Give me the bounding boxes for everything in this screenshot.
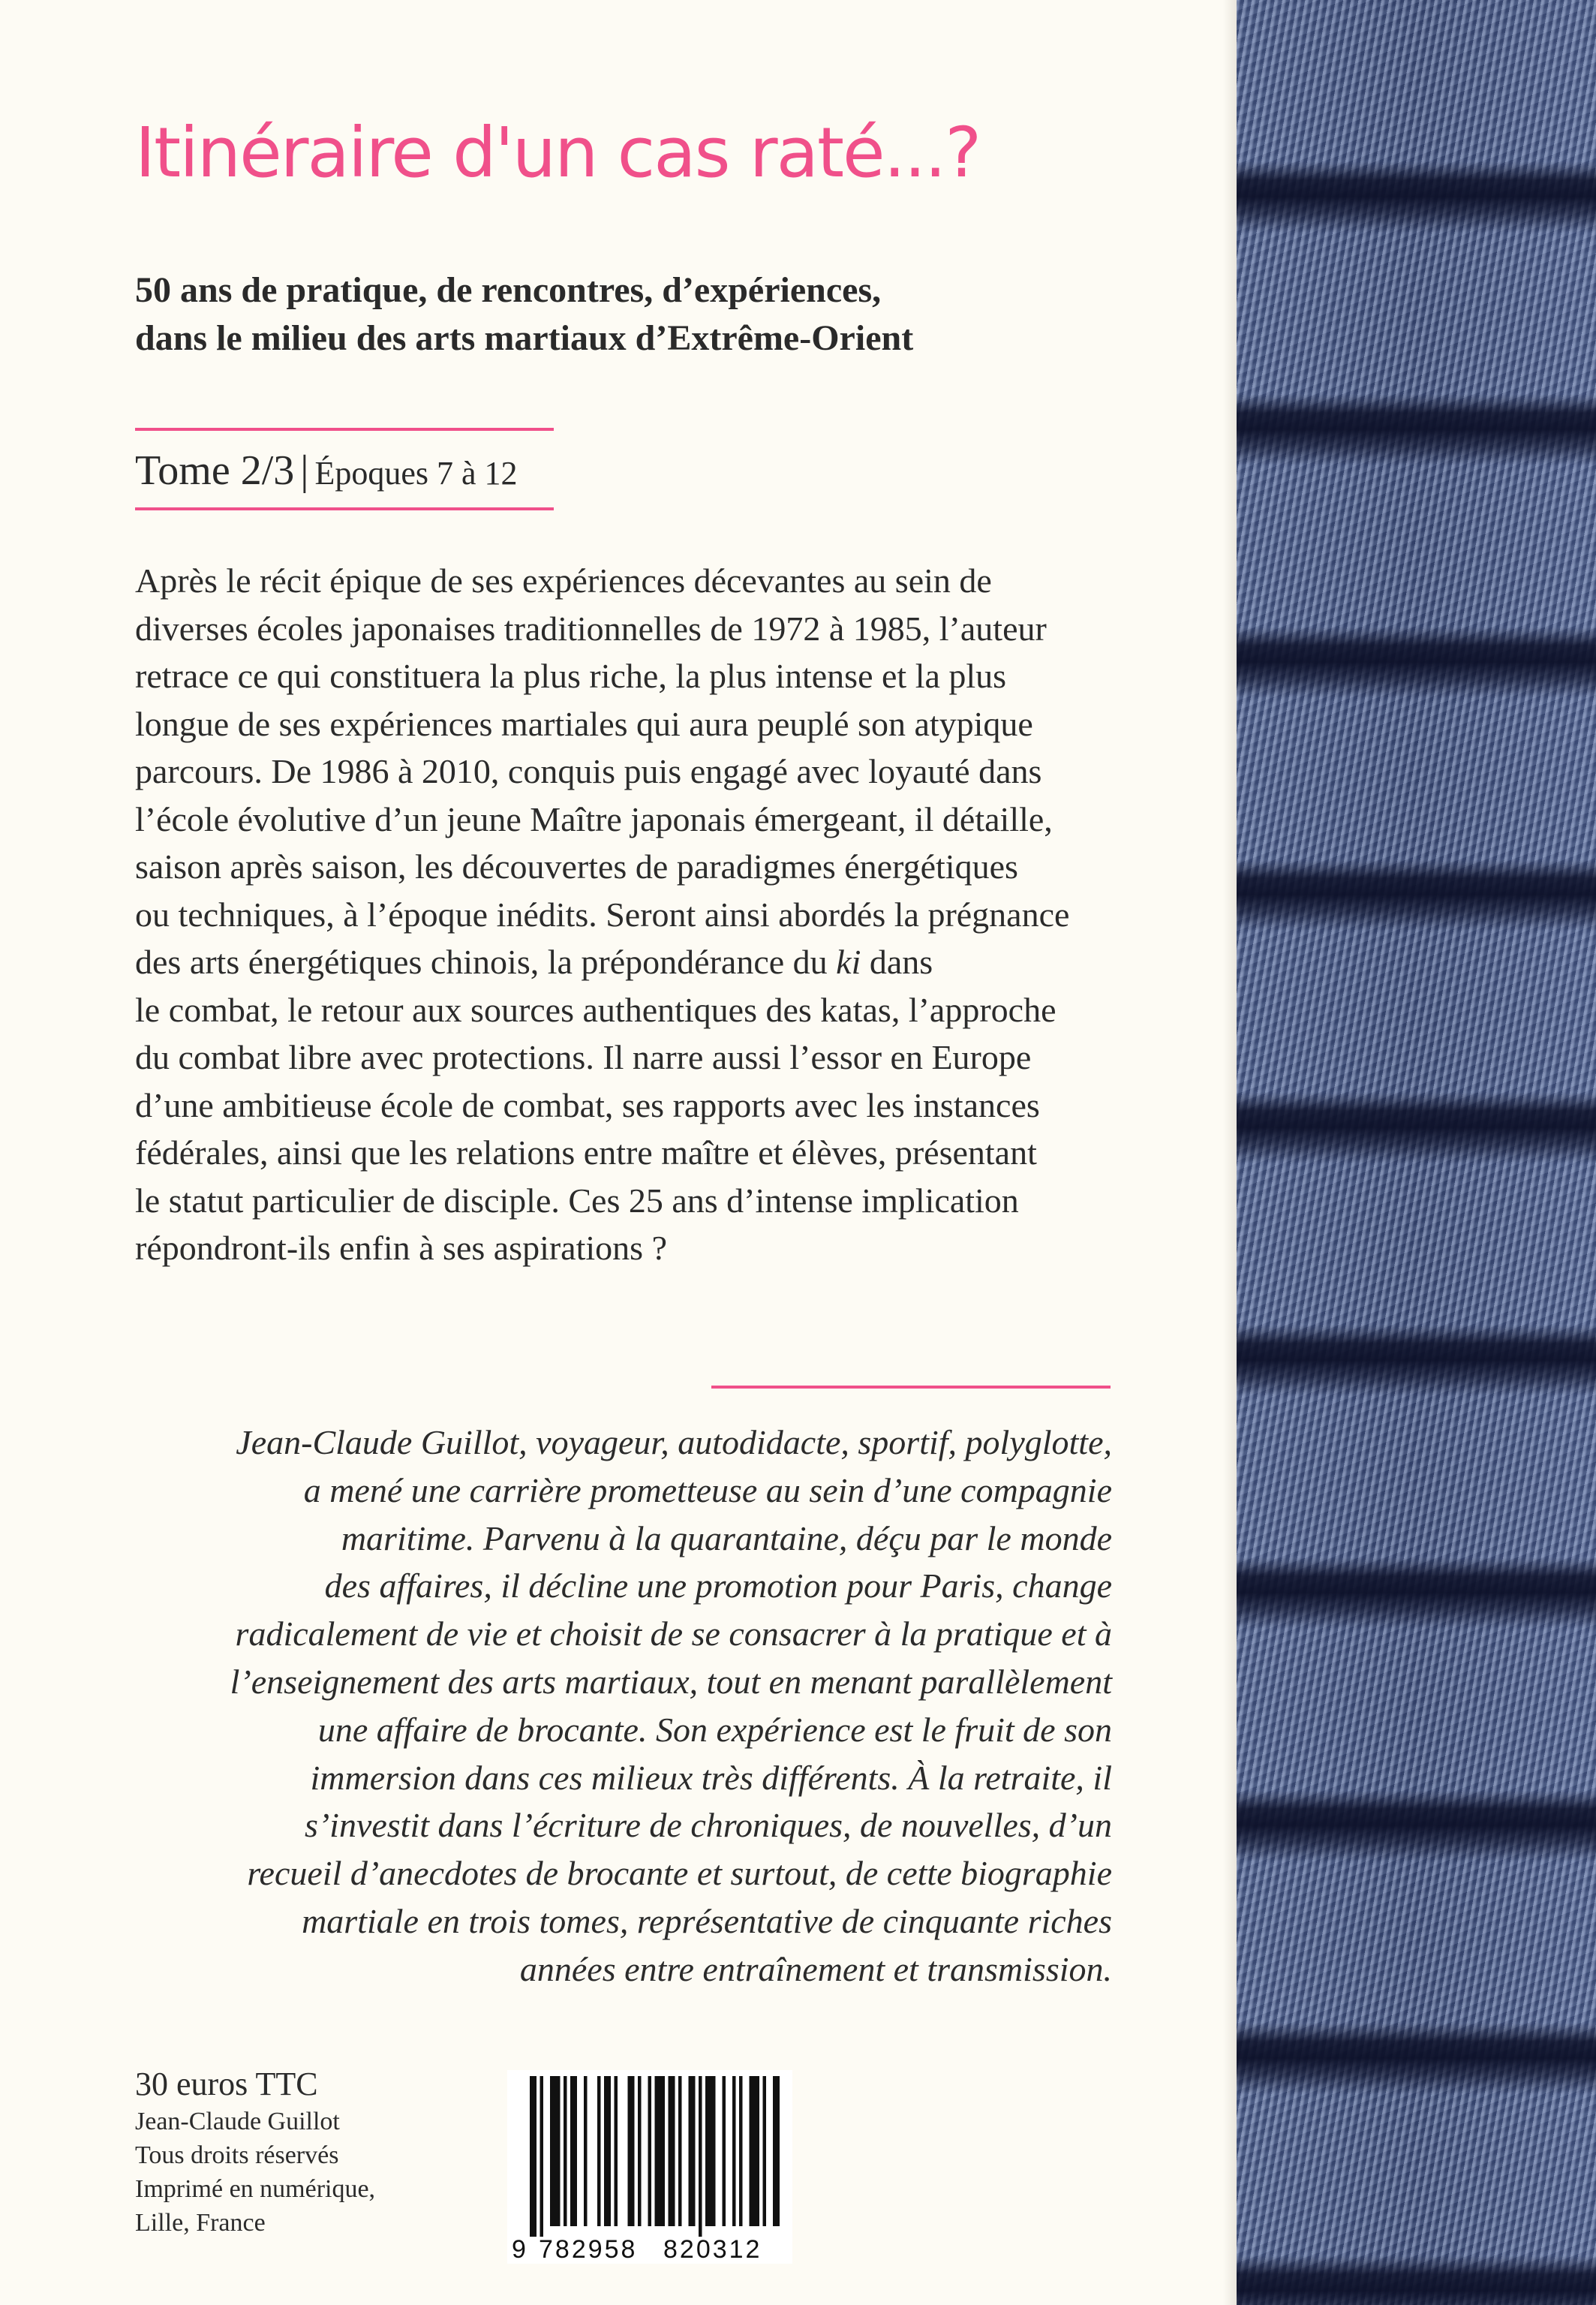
tome-label xyxy=(135,447,518,495)
bio-line: a mené une carrière prometteuse au sein d’une compagnie xyxy=(303,1470,1112,1509)
barcode-bar xyxy=(550,2076,561,2226)
barcode-bar xyxy=(678,2076,682,2226)
bio-line: maritime. Parvenu à la quarantaine, déçu par le monde xyxy=(341,1518,1112,1557)
colophon xyxy=(135,2064,375,2240)
barcode-bars xyxy=(507,2070,792,2264)
subtitle-line-1: 50 ans de pratique, de rencontres, d’expériences, xyxy=(135,270,882,310)
summary-text: dans xyxy=(861,943,933,981)
barcode-bar xyxy=(530,2076,537,2237)
colophon-line: Lille, France xyxy=(135,2209,266,2237)
barcode-bar xyxy=(597,2076,601,2226)
price: 30 euros TTC xyxy=(135,2066,318,2102)
summary-line: parcours. De 1986 à 2010, conquis puis engagé avec loyauté dans xyxy=(135,752,1042,790)
barcode-bar xyxy=(732,2076,736,2226)
bio-line: immersion dans ces milieux très différents. À la retraite, il xyxy=(310,1758,1112,1797)
summary-line: le statut particulier de disciple. Ces 25 ans d’intense implication xyxy=(135,1181,1019,1220)
summary-line: répondront-ils enfin à ses aspirations ? xyxy=(135,1229,667,1267)
barcode-bar xyxy=(615,2076,618,2226)
summary-text: des arts énergétiques chinois, la prépondérance du xyxy=(135,943,837,981)
denim-texture-panel xyxy=(1237,0,1596,2305)
barcode-bar xyxy=(570,2076,577,2226)
colophon-line: Jean-Claude Guillot xyxy=(135,2108,340,2135)
pink-divider-bio xyxy=(711,1386,1111,1389)
colophon-line: Imprimé en numérique, xyxy=(135,2175,376,2203)
isbn-barcode xyxy=(507,2070,792,2264)
barcode-group-2: 820312 xyxy=(663,2235,762,2264)
barcode-bar xyxy=(763,2076,767,2226)
barcode-bar xyxy=(540,2076,544,2237)
summary-line: le combat, le retour aux sources authentiques des katas, l’approche xyxy=(135,990,1056,1029)
barcode-bar xyxy=(655,2076,666,2226)
barcode-bar xyxy=(773,2076,780,2226)
summary-line: fédérales, ainsi que les relations entre maître et élèves, présentant xyxy=(135,1133,1037,1172)
summary-line: Après le récit épique de ses expériences décevantes au sein de xyxy=(135,561,992,600)
summary-line: l’école évolutive d’un jeune Maître japonais émergeant, il détaille, xyxy=(135,799,1053,838)
subtitle-line-2: dans le milieu des arts martiaux d’Extrême-Orient xyxy=(135,318,914,358)
barcode-bar xyxy=(705,2076,716,2226)
summary-line: saison après saison, les découvertes de paradigmes énergétiques xyxy=(135,847,1018,886)
bio-line: années entre entraînement et transmission. xyxy=(519,1949,1112,1988)
bio-line: radicalement de vie et choisit de se consacrer à la pratique et à xyxy=(235,1614,1112,1654)
summary-line: diverses écoles japonaises traditionnelles de 1972 à 1985, l’auteur xyxy=(135,609,1047,648)
barcode-bar xyxy=(564,2076,567,2226)
book-summary xyxy=(135,557,1141,1272)
barcode-bar xyxy=(669,2076,675,2226)
barcode-bar xyxy=(638,2076,642,2226)
summary-line: ou techniques, à l’époque inédits. Seront ainsi abordés la prégnance xyxy=(135,895,1070,934)
summary-line: longue de ses expériences martiales qui aura peuplé son atypique xyxy=(135,704,1033,743)
barcode-bar xyxy=(699,2076,702,2237)
barcode-bar xyxy=(723,2076,726,2226)
author-bio xyxy=(135,1419,1112,1994)
summary-line: du combat libre avec protections. Il narre aussi l’essor en Europe xyxy=(135,1038,1032,1076)
cover-edge-shadow xyxy=(1223,0,1237,2305)
bio-line: s’investit dans l’écriture de chroniques, de nouvelles, d’un xyxy=(304,1806,1112,1845)
pink-divider-bottom xyxy=(135,507,554,510)
bio-line: martiale en trois tomes, représentative de cinquante riches xyxy=(302,1901,1112,1940)
bio-line: une affaire de brocante. Son expérience est le fruit de son xyxy=(317,1710,1112,1749)
summary-line-ki xyxy=(135,938,1141,986)
ki-term: ki xyxy=(836,943,861,981)
barcode-bar xyxy=(689,2076,696,2226)
summary-line: d’une ambitieuse école de combat, ses rapports avec les instances xyxy=(135,1085,1040,1124)
tome-number: Tome 2/3 xyxy=(135,447,295,494)
bio-line: Jean-Claude Guillot, voyageur, autodidacte, sportif, polyglotte, xyxy=(236,1423,1112,1461)
bio-line: des affaires, il décline une promotion pour Paris, change xyxy=(324,1566,1112,1605)
book-subtitle xyxy=(135,266,913,363)
bio-line: l’enseignement des arts martiaux, tout en menant parallèlement xyxy=(230,1662,1112,1701)
barcode-bar xyxy=(628,2076,635,2226)
tome-separator: | xyxy=(300,447,309,494)
barcode-bar xyxy=(750,2076,760,2226)
barcode-group-1: 782958 xyxy=(539,2235,638,2264)
colophon-line: Tous droits réservés xyxy=(135,2141,339,2169)
barcode-bar xyxy=(648,2076,652,2226)
pink-divider-top xyxy=(135,428,554,431)
summary-line: retrace ce qui constituera la plus riche, la plus intense et la plus xyxy=(135,657,1007,695)
barcode-bar xyxy=(739,2076,743,2226)
barcode-bar xyxy=(584,2076,588,2226)
barcode-bar xyxy=(604,2076,611,2226)
book-title: Itinéraire d'un cas raté...? xyxy=(135,113,981,193)
bio-line: recueil d’anecdotes de brocante et surtout, de cette biographie xyxy=(247,1854,1112,1893)
tome-epochs: Époques 7 à 12 xyxy=(314,455,518,492)
barcode-first-digit: 9 xyxy=(512,2235,526,2264)
